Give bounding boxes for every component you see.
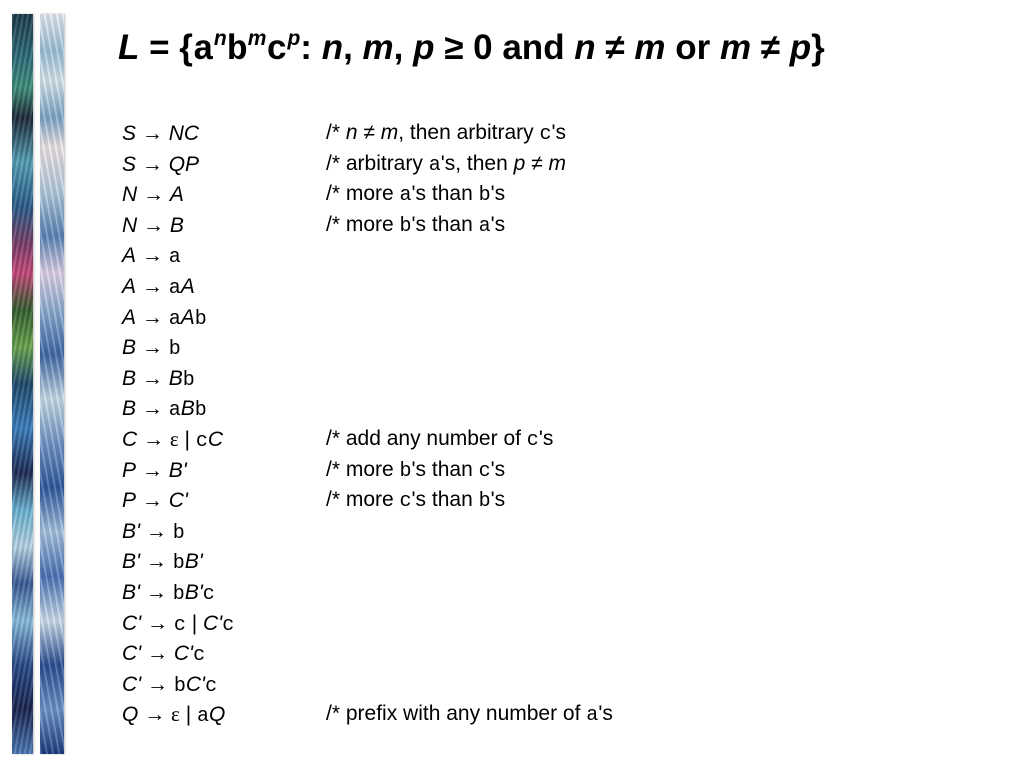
nonterminal: Q [209,703,226,727]
rule-comment [326,210,505,243]
comment-text: /* arbitrary [326,151,429,175]
production-lhs: C' [122,611,142,635]
production-lhs: P [122,458,137,482]
nonterminal: A [169,183,184,207]
production-rhs [172,550,203,576]
title-text: = { [139,28,193,67]
production-arrow: → [147,610,169,635]
production [122,210,184,242]
symbol: | [185,611,204,635]
title-terminal-b: b [226,30,248,70]
production-arrow: → [141,304,163,329]
title-variable: p [413,28,435,67]
title-text: } [811,28,825,67]
title-text: ≥ 0 and [434,28,575,67]
production-lhs: B [122,336,137,360]
terminal: b [173,674,186,698]
production-lhs: A [122,244,137,268]
production [122,455,187,487]
production-arrow: → [141,488,163,513]
production-arrow: → [141,273,163,298]
comment-text: 's [490,457,506,481]
comment-variable: m [380,121,399,144]
production-lhs: N [122,183,138,207]
terminal: b [172,582,185,606]
production-rhs [168,397,207,423]
nonterminal: B' [168,458,187,482]
rule-comment [326,149,566,182]
comment-text: /* add any number of [326,426,527,450]
comment-text: 's than [411,488,479,512]
production-arrow: → [141,121,163,145]
production-arrow: → [145,549,167,574]
production [122,546,203,580]
title-text: ≠ [751,28,790,67]
nonterminal: B [168,366,183,390]
comment-text: ≠ [357,121,381,144]
nonterminal: C' [168,489,188,513]
production-rhs [174,673,217,696]
comment-text: 's than [411,182,479,206]
nonterminal: A [180,305,195,329]
title-exponent-m: m [247,27,267,51]
production-arrow: → [147,641,169,666]
production-arrow: → [141,457,163,482]
comment-terminal: a [428,153,441,177]
production-lhs: A [122,274,137,298]
title-exponent-n: n [213,27,227,51]
symbol: ε [171,702,180,727]
terminal: c [195,429,208,453]
production-arrow: → [141,151,163,176]
nonterminal: B [180,397,195,421]
production-lhs: N [122,213,138,237]
production [122,485,188,517]
terminal: c [193,644,206,668]
terminal: c [222,613,235,637]
production-rhs [173,520,185,543]
production-rhs [173,642,206,668]
production-arrow: → [141,365,163,390]
comment-terminal: b [399,214,412,238]
production [122,516,185,550]
terminal: b [194,399,207,423]
title-variable: m [634,28,666,67]
production [122,424,223,458]
decorative-painting-strip-right [40,14,64,754]
production-lhs: C' [122,642,142,666]
production-lhs: B' [122,550,141,574]
production-lhs: B' [122,519,141,543]
terminal: b [172,552,185,576]
production-rhs [169,306,207,329]
comment-text: 's [551,121,566,144]
comment-terminal: b [478,490,491,514]
nonterminal: B' [184,580,203,604]
decorative-painting-strip-left [12,14,33,754]
production-lhs: S [122,152,137,176]
title-terminal-a: a [192,30,214,70]
rule-comment [326,485,505,518]
production [122,179,184,211]
production-arrow: → [141,396,163,421]
production-rhs [174,612,234,635]
production-rhs [168,244,181,270]
title-text: , [343,28,363,67]
production [122,118,199,150]
production-arrow: → [141,335,163,360]
title-text: , [393,28,414,67]
production-arrow: → [143,182,165,207]
comment-variable: m [548,151,566,175]
comment-text: 's [598,702,613,726]
terminal: c [202,582,215,606]
comment-text: 's [538,426,554,450]
comment-terminal: a [399,184,412,208]
comment-text: 's, then [440,151,514,175]
title-variable: p [789,28,812,67]
terminal: c [205,674,218,698]
terminal: c [173,613,186,637]
terminal: a [196,705,209,729]
rule-comment [326,424,553,457]
production-lhs: Q [122,703,139,727]
production [122,271,195,305]
production-rhs [168,336,181,362]
rule-comment [326,179,505,212]
comment-text: 's [490,488,506,512]
comment-terminal: b [399,459,412,483]
production-rhs [170,428,223,451]
comment-terminal: c [478,459,491,483]
comment-terminal: c [539,123,552,146]
nonterminal: C' [173,642,194,666]
terminal: b [182,368,195,392]
terminal: b [194,307,207,331]
production [122,149,199,181]
title-language-symbol: L [118,28,140,67]
terminal: a [168,307,181,331]
comment-variable: n [345,121,358,144]
production [122,577,215,611]
symbol: ε [169,426,179,451]
production-rhs [169,459,187,482]
production-arrow: → [145,579,167,604]
production-lhs: C' [122,672,142,696]
title-variable: n [574,28,596,67]
production-lhs: S [122,122,137,145]
production-lhs: B' [122,580,141,604]
terminal: a [168,246,181,270]
comment-terminal: a [478,214,491,238]
comment-text: /* more [326,212,400,236]
comment-text: , then arbitrary [398,121,540,144]
production [122,363,195,397]
production-arrow: → [145,518,167,543]
title-text: : [300,28,322,67]
production-rhs [170,183,184,206]
comment-text: 's [490,182,506,206]
terminal: b [172,521,185,545]
terminal: a [168,399,181,423]
nonterminal: A [180,274,195,298]
production [122,669,217,703]
production-rhs [173,581,215,604]
production [122,608,234,642]
production-rhs [169,153,199,176]
production-rhs [169,275,195,298]
comment-text: /* more [326,488,400,512]
production-arrow: → [143,212,165,237]
slide-title [118,28,825,70]
nonterminal: B' [184,550,203,574]
comment-terminal: a [586,704,599,728]
comment-variable: p [513,151,526,175]
title-variable: n [321,28,344,67]
comment-text: 's than [411,457,479,481]
production-arrow: → [144,702,166,727]
terminal: a [168,276,181,300]
comment-terminal: c [526,428,539,452]
production-arrow: → [147,671,169,696]
production-lhs: C [122,427,138,451]
title-terminal-c: c [266,30,288,70]
production-rhs [169,122,199,145]
production-lhs: B [122,366,137,390]
production [122,240,181,274]
symbol: | [179,703,197,727]
comment-text: /* more [326,457,400,481]
production [122,638,205,672]
nonterminal: QP [168,152,200,176]
comment-text: 's [490,212,506,236]
rule-comment [326,455,505,488]
production-arrow: → [141,243,163,268]
title-exponent-p: p [287,27,301,51]
comment-terminal: c [399,490,412,514]
production-rhs [169,489,188,512]
nonterminal: C' [185,672,206,696]
production-lhs: A [122,305,137,329]
title-variable: m [719,28,752,67]
production-lhs: B [122,397,137,421]
comment-text: /* prefix with any number of [326,702,587,726]
production-lhs: P [122,489,137,513]
production-rhs [169,367,195,390]
rule-comment [326,699,613,732]
production-rhs [171,702,226,729]
comment-text: /* [326,121,346,144]
comment-terminal: b [478,184,491,208]
title-text: ≠ [595,28,635,67]
symbol: | [178,427,196,451]
terminal: b [168,338,181,362]
rule-comment [326,118,566,151]
nonterminal: C' [203,611,223,635]
production [122,332,181,366]
nonterminal: NC [168,122,200,145]
comment-text: ≠ [525,151,549,175]
comment-text: 's than [411,212,479,236]
nonterminal: B [169,213,184,237]
nonterminal: C [207,427,223,451]
production-arrow: → [143,426,165,451]
title-variable: m [362,28,394,67]
production [122,302,207,336]
production-rhs [170,214,184,237]
comment-text: /* more [326,182,400,206]
production [122,393,207,427]
production [122,699,225,733]
title-text: or [665,28,720,67]
